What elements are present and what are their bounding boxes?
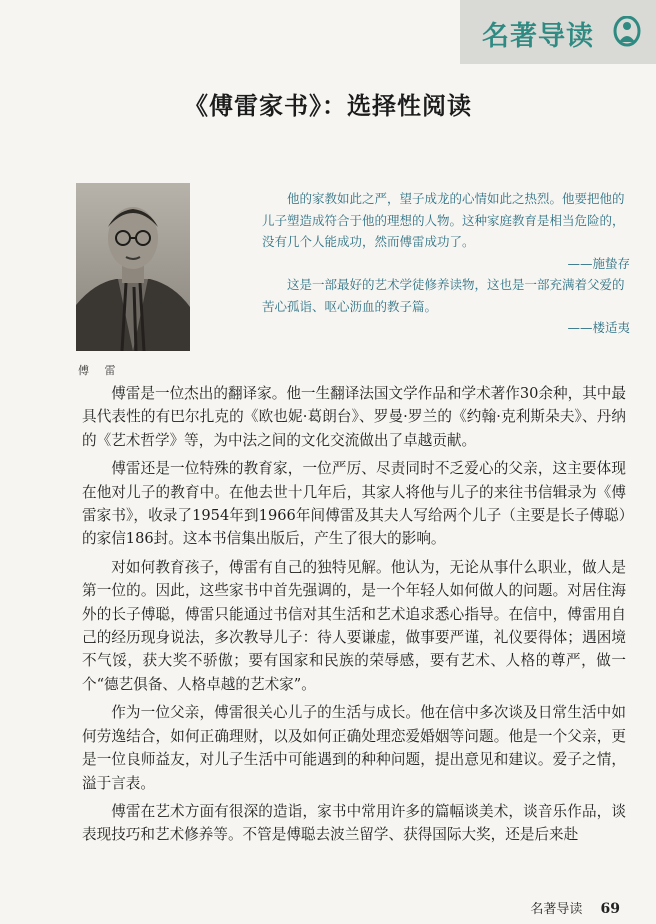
body-paragraph: 傅雷还是一位特殊的教育家，一位严厉、尽责同时不乏爱心的父亲，这主要体现在他对儿子的教育中。在他去世十几年后，其家人将他与儿子的来往书信辑录为《傅雷家书》，收录了1954年到1966年间傅雷及其夫人写给两个儿子（主要是长子傅聪）的家信186封。这本书信集出版后，产生了很大的影响。 bbox=[82, 460, 626, 548]
body-paragraph: 傅雷是一位杰出的翻译家。他一生翻译法国文学作品和学术著作30余种，其中最具代表性的有巴尔扎克的《欧也妮·葛朗台》、罗曼·罗兰的《约翰·克利斯朵夫》、丹纳的《艺术哲学》等，为中法之间的文化交流做出了卓越贡献。 bbox=[82, 385, 626, 449]
portrait-caption: 傅 雷 bbox=[78, 364, 122, 377]
quote-text: 他的家教如此之严，望子成龙的心情如此之热烈。他要把他的儿子塑造成符合于他的理想的人物。这种家庭教育是相当危险的，没有几个人能成功，然而傅雷成功了。 bbox=[262, 191, 625, 249]
article-body bbox=[82, 382, 626, 852]
footer-section-label: 名著导读 bbox=[530, 902, 583, 917]
quote-author: ——施蛰存 bbox=[567, 255, 630, 271]
reading-mascot-icon bbox=[612, 16, 642, 48]
body-paragraph: 傅雷在艺术方面有很深的造诣，家书中常用许多的篇幅谈美术，谈音乐作品，谈表现技巧和艺术修养等。不管是傅聪去波兰留学、获得国际大奖，还是后来赴 bbox=[82, 802, 626, 844]
page-footer bbox=[530, 898, 620, 917]
epigraph-quotes bbox=[262, 188, 632, 339]
section-header-tag bbox=[460, 0, 656, 64]
page-number: 69 bbox=[600, 901, 620, 917]
quote-author: ——楼适夷 bbox=[567, 320, 630, 335]
portrait-photo bbox=[76, 183, 190, 351]
section-label: 名著导读 bbox=[482, 21, 594, 52]
body-paragraph: 作为一位父亲，傅雷很关心儿子的生活与成长。他在信中多次谈及日常生活中如何劳逸结合，如何正确理财，以及如何正确处理恋爱婚姻等问题。他是一个父亲，更是一位良师益友，对儿子生活中可能遇到的种种问题，提出意见和建议。爱子之情，溢于言表。 bbox=[82, 704, 626, 792]
body-paragraph: 对如何教育孩子，傅雷有自己的独特见解。他认为，无论从事什么职业，做人是第一位的。因此，这些家书中首先强调的，是一个年轻人如何做人的问题。对居住海外的长子傅聪，傅雷只能通过书信对其生活和艺术追求悉心指导。在信中，傅雷用自己的经历现身说法，多次教导儿子：待人要谦虚，做事要严谨，礼仪要得体；遇困境不气馁，获大奖不骄傲；要有国家和民族的荣辱感，要有艺术、人格的尊严，做一个“德艺俱备、人格卓越的艺术家”。 bbox=[82, 558, 626, 693]
quote-text: 这是一部最好的艺术学徒修养读物，这也是一部充满着父爱的苦心孤诣、呕心沥血的教子篇。 bbox=[262, 277, 625, 314]
page-title: 《傅雷家书》：选择性阅读 bbox=[184, 91, 472, 120]
